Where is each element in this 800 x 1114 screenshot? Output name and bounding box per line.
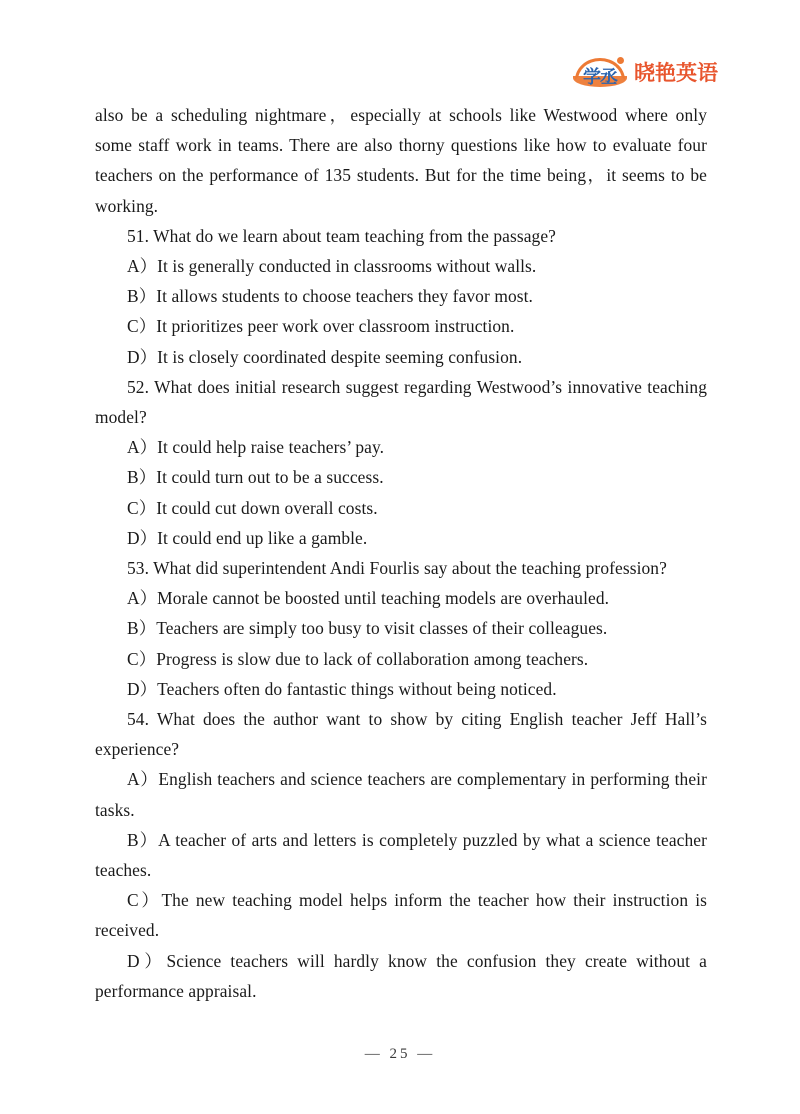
- question-53-option-a[interactable]: A）Morale cannot be boosted until teaching models are overhauled.: [127, 588, 610, 609]
- question-53-option-d[interactable]: D）Teachers often do fantastic things without being noticed.: [127, 678, 557, 699]
- logo-wordmark: 晓艳英语: [634, 60, 718, 85]
- question-stem-52: 52. What does initial research suggest regarding Westwood’s innovative teaching model?: [95, 376, 707, 428]
- question-52-option-c[interactable]: C）It could cut down overall costs.: [127, 497, 378, 518]
- question-54-option-b[interactable]: B）A teacher of arts and letters is completely puzzled by what a science teacher teaches.: [95, 829, 707, 881]
- question-51-option-b[interactable]: B）It allows students to choose teachers they favor most.: [127, 286, 533, 307]
- question-52-option-d[interactable]: D）It could end up like a gamble.: [127, 527, 368, 548]
- question-54-option-a[interactable]: A）English teachers and science teachers are complementary in performing their tasks.: [95, 769, 707, 820]
- question-52-option-a[interactable]: A）It could help raise teachers’ pay.: [127, 437, 385, 458]
- question-52-option-b[interactable]: B）It could turn out to be a success.: [127, 467, 384, 488]
- brand-logo: [573, 56, 718, 90]
- question-53-option-b[interactable]: B）Teachers are simply too busy to visit classes of their colleagues.: [127, 618, 608, 639]
- question-51-option-a[interactable]: A）It is generally conducted in classrooms without walls.: [127, 256, 537, 277]
- question-54-option-d[interactable]: D）Science teachers will hardly know the confusion they create without a performance appraisal.: [95, 950, 707, 1001]
- question-51-option-d[interactable]: D）It is closely coordinated despite seeming confusion.: [127, 346, 523, 367]
- question-stem-51: 51. What do we learn about team teaching from the passage?: [127, 225, 556, 246]
- question-stem-54: 54. What does the author want to show by citing English teacher Jeff Hall’s experience?: [95, 709, 707, 760]
- question-53-option-c[interactable]: C）Progress is slow due to lack of collaboration among teachers.: [127, 648, 589, 669]
- logo-arc-dot-shape: [617, 57, 624, 64]
- document-body: [95, 100, 707, 1006]
- question-51-option-c[interactable]: C）It prioritizes peer work over classroom instruction.: [127, 316, 515, 337]
- question-54-option-c[interactable]: C）The new teaching model helps inform the teacher how their instruction is received.: [95, 890, 707, 941]
- logo-emblem-icon: [573, 57, 627, 89]
- passage-paragraph: also be a scheduling nightmare，especially at schools like Westwood where only some staff work in teams. There are also thorny questions like how to evaluate four teachers on the performance of 135 students. But for the time being，it seems to be working.: [95, 105, 707, 216]
- page-number-footer: — 25 —: [364, 1046, 436, 1062]
- question-stem-53: 53. What did superintendent Andi Fourlis say about the teaching profession?: [127, 558, 667, 579]
- logo-emblem-text: 学丞: [583, 67, 617, 88]
